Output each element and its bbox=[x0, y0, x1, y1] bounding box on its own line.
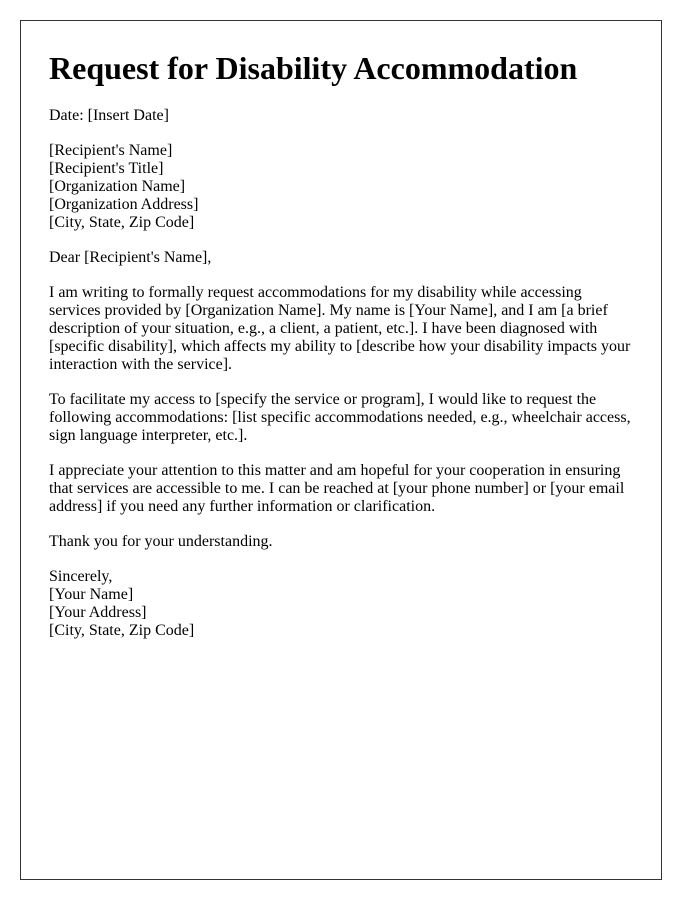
paragraph-line: description of your situation, e.g., a client, a patient, etc.]. I have been diagnosed with bbox=[49, 320, 598, 337]
letter-title: Request for Disability Accommodation bbox=[49, 50, 578, 86]
paragraph-line: I appreciate your attention to this matter and am hopeful for your cooperation in ensuring bbox=[49, 462, 621, 479]
recipient-name: [Recipient's Name] bbox=[49, 142, 173, 159]
sender-name: [Your Name] bbox=[49, 586, 134, 603]
recipient-block bbox=[49, 142, 633, 232]
paragraph-line: To facilitate my access to [specify the service or program], I would like to request the bbox=[49, 391, 597, 408]
organization-name: [Organization Name] bbox=[49, 178, 186, 195]
paragraph-line: I am writing to formally request accommodations for my disability while accessing bbox=[49, 284, 582, 301]
paragraph-line: interaction with the service]. bbox=[49, 356, 233, 373]
salutation: Dear [Recipient's Name], bbox=[49, 249, 212, 266]
date-line: Date: [Insert Date] bbox=[49, 107, 169, 124]
closing-block bbox=[49, 568, 633, 640]
letter-page bbox=[20, 20, 662, 880]
paragraph-line: following accommodations: [list specific accommodations needed, e.g., wheelchair access, bbox=[49, 409, 631, 426]
paragraph-line: [specific disability], which affects my ability to [describe how your disability impacts your bbox=[49, 338, 631, 355]
sender-city-state-zip: [City, State, Zip Code] bbox=[49, 622, 195, 639]
body-paragraph-contact bbox=[49, 462, 633, 516]
paragraph-line: address] if you need any further information or clarification. bbox=[49, 498, 436, 515]
letter-content bbox=[21, 21, 661, 640]
body-paragraph-accommodations bbox=[49, 391, 633, 445]
recipient-title: [Recipient's Title] bbox=[49, 160, 164, 177]
paragraph-line: sign language interpreter, etc.]. bbox=[49, 427, 248, 444]
recipient-city-state-zip: [City, State, Zip Code] bbox=[49, 214, 195, 231]
closing-sincerely: Sincerely, bbox=[49, 568, 113, 585]
body-paragraph-intro bbox=[49, 284, 633, 374]
sender-address: [Your Address] bbox=[49, 604, 147, 621]
paragraph-line: services provided by [Organization Name]. My name is [Your Name], and I am [a brief bbox=[49, 302, 608, 319]
organization-address: [Organization Address] bbox=[49, 196, 199, 213]
thank-you-line: Thank you for your understanding. bbox=[49, 533, 273, 550]
paragraph-line: that services are accessible to me. I can be reached at [your phone number] or [your email bbox=[49, 480, 625, 497]
